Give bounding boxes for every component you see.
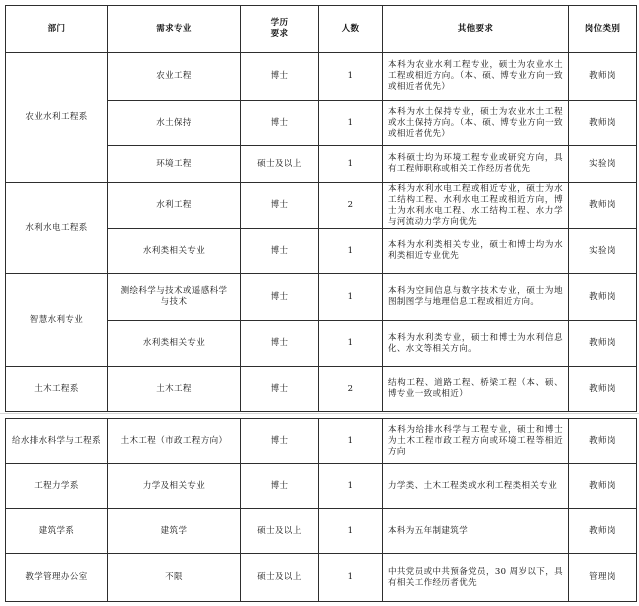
major-cell: 测绘科学与技术或遥感科学与技术 bbox=[108, 274, 241, 321]
department-cell: 工程力学系 bbox=[6, 464, 108, 509]
education-cell: 硕士及以上 bbox=[241, 146, 319, 183]
major-cell: 不限 bbox=[108, 554, 241, 602]
major-cell: 环境工程 bbox=[108, 146, 241, 183]
requirements-cell: 本科为农业水利工程专业，硕士为农业水土工程或相近方向。（本、硕、博专业方向一致或相近者优先） bbox=[383, 53, 569, 101]
count-cell: 1 bbox=[319, 554, 383, 602]
requirements-cell: 本科为水土保持专业，硕士为农业水土工程或水土保持方向。（本、硕、博专业方向一致或相近者优先） bbox=[383, 101, 569, 146]
education-cell: 硕士及以上 bbox=[241, 554, 319, 602]
category-cell: 教师岗 bbox=[569, 367, 637, 412]
major-cell: 力学及相关专业 bbox=[108, 464, 241, 509]
category-cell: 教师岗 bbox=[569, 419, 637, 464]
department-cell: 智慧水利专业 bbox=[6, 274, 108, 367]
education-cell: 博士 bbox=[241, 419, 319, 464]
major-cell: 建筑学 bbox=[108, 509, 241, 554]
major-cell: 水利类相关专业 bbox=[108, 229, 241, 274]
education-cell: 硕士及以上 bbox=[241, 509, 319, 554]
requirements-cell: 力学类、土木工程类或水利工程类相关专业 bbox=[383, 464, 569, 509]
education-cell: 博士 bbox=[241, 183, 319, 229]
count-cell: 2 bbox=[319, 183, 383, 229]
count-cell: 1 bbox=[319, 321, 383, 367]
table-row bbox=[6, 419, 637, 464]
count-cell: 1 bbox=[319, 509, 383, 554]
count-cell: 1 bbox=[319, 101, 383, 146]
page-break-line bbox=[0, 413, 639, 414]
requirements-cell: 本科硕士均为环境工程专业或研究方向，具有工程师职称或相关工作经历者优先 bbox=[383, 146, 569, 183]
count-cell: 1 bbox=[319, 274, 383, 321]
recruitment-table-part-2 bbox=[5, 418, 637, 602]
major-cell: 农业工程 bbox=[108, 53, 241, 101]
header-department: 部门 bbox=[6, 6, 108, 53]
requirements-cell: 结构工程、道路工程、桥梁工程（本、硕、博专业一致或相近） bbox=[383, 367, 569, 412]
department-cell: 土木工程系 bbox=[6, 367, 108, 412]
table-row bbox=[6, 554, 637, 602]
category-cell: 教师岗 bbox=[569, 321, 637, 367]
table-row bbox=[6, 183, 637, 229]
education-cell: 博士 bbox=[241, 229, 319, 274]
count-cell: 1 bbox=[319, 419, 383, 464]
education-cell: 博士 bbox=[241, 321, 319, 367]
education-cell: 博士 bbox=[241, 53, 319, 101]
major-cell: 土木工程 bbox=[108, 367, 241, 412]
requirements-cell: 本科为五年制建筑学 bbox=[383, 509, 569, 554]
department-cell: 建筑学系 bbox=[6, 509, 108, 554]
header-row bbox=[6, 6, 637, 53]
requirements-cell: 本科为水利类专业，硕士和博士为水利信息化、水文等相关方向。 bbox=[383, 321, 569, 367]
department-cell: 农业水利工程系 bbox=[6, 53, 108, 183]
header-education: 学历 要求 bbox=[241, 6, 319, 53]
education-cell: 博士 bbox=[241, 367, 319, 412]
department-cell: 给水排水科学与工程系 bbox=[6, 419, 108, 464]
header-category: 岗位类别 bbox=[569, 6, 637, 53]
count-cell: 1 bbox=[319, 229, 383, 274]
requirements-cell: 中共党员或中共预备党员，30 周岁以下，具有相关工作经历者优先 bbox=[383, 554, 569, 602]
category-cell: 教师岗 bbox=[569, 101, 637, 146]
category-cell: 管理岗 bbox=[569, 554, 637, 602]
category-cell: 教师岗 bbox=[569, 183, 637, 229]
category-cell: 教师岗 bbox=[569, 464, 637, 509]
major-cell: 水利工程 bbox=[108, 183, 241, 229]
table-row bbox=[6, 53, 637, 101]
major-cell: 土木工程（市政工程方向） bbox=[108, 419, 241, 464]
table-row bbox=[6, 274, 637, 321]
major-cell: 水土保持 bbox=[108, 101, 241, 146]
category-cell: 实验岗 bbox=[569, 146, 637, 183]
category-cell: 教师岗 bbox=[569, 509, 637, 554]
requirements-cell: 本科为给排水科学与工程专业，硕士和博士为土木工程市政工程方向或环境工程等相近方向 bbox=[383, 419, 569, 464]
category-cell: 教师岗 bbox=[569, 53, 637, 101]
requirements-cell: 本科为水利类相关专业，硕士和博士均为水利类相近专业优先 bbox=[383, 229, 569, 274]
requirements-cell: 本科为空间信息与数字技术专业，硕士为地图制图学与地理信息工程或相近方向。 bbox=[383, 274, 569, 321]
count-cell: 1 bbox=[319, 53, 383, 101]
table-row bbox=[6, 367, 637, 412]
count-cell: 1 bbox=[319, 146, 383, 183]
header-major: 需求专业 bbox=[108, 6, 241, 53]
education-cell: 博士 bbox=[241, 464, 319, 509]
header-count: 人数 bbox=[319, 6, 383, 53]
count-cell: 1 bbox=[319, 464, 383, 509]
major-cell: 水利类相关专业 bbox=[108, 321, 241, 367]
category-cell: 教师岗 bbox=[569, 274, 637, 321]
requirements-cell: 本科为水利水电工程或相近专业，硕士为水工结构工程、水利水电工程或相近方向，博士为水利水电工程、水工结构工程、水力学与河流动力学方向优先 bbox=[383, 183, 569, 229]
education-cell: 博士 bbox=[241, 274, 319, 321]
recruitment-table-part-1 bbox=[5, 5, 637, 412]
table-row bbox=[6, 464, 637, 509]
department-cell: 教学管理办公室 bbox=[6, 554, 108, 602]
count-cell: 2 bbox=[319, 367, 383, 412]
category-cell: 实验岗 bbox=[569, 229, 637, 274]
header-requirements: 其他要求 bbox=[383, 6, 569, 53]
department-cell: 水利水电工程系 bbox=[6, 183, 108, 274]
education-cell: 博士 bbox=[241, 101, 319, 146]
table-row bbox=[6, 509, 637, 554]
